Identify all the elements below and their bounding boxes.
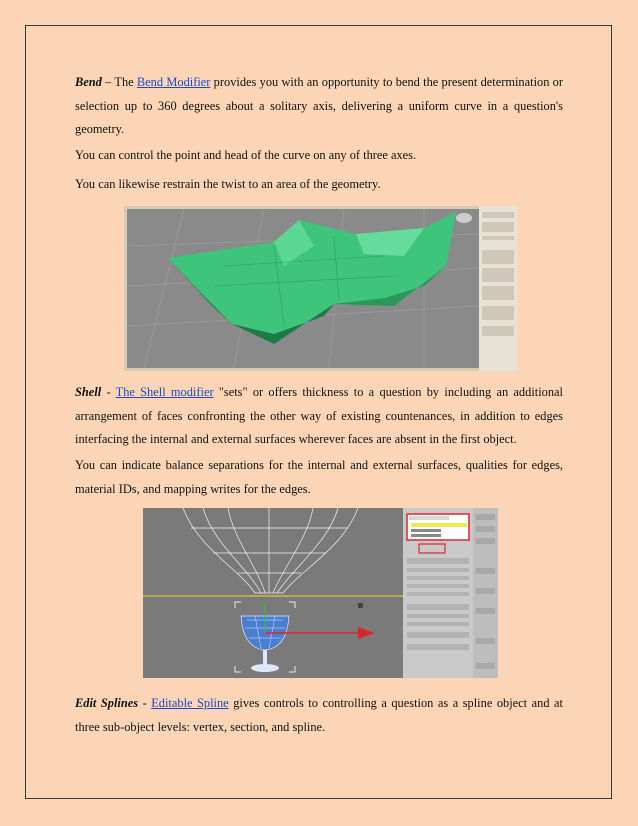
editable-spline-link[interactable]: Editable Spline (151, 696, 229, 710)
edit-splines-paragraph (75, 692, 563, 739)
edit-splines-title: Edit Splines (75, 696, 139, 710)
bend-title: Bend (75, 75, 102, 89)
shell-figure (143, 508, 498, 678)
edit-splines-body: gives controls to controlling a question as a spline object and at three sub-object levels: vertex, section, and spline. (75, 696, 563, 734)
bend-body: provides you with an opportunity to bend the present determination or selection up to 360 degrees about a solitary axis, delivering a uniform curve in a question's geometry. (75, 75, 563, 136)
shell-modifier-link[interactable]: The Shell modifier (115, 385, 214, 399)
bend-modifier-link[interactable]: Bend Modifier (136, 75, 211, 89)
bend-para-3: You can likewise restrain the twist to an area of the geometry. (75, 177, 381, 191)
bend-paragraph (75, 71, 563, 142)
edit-splines-sep: - (138, 696, 152, 710)
shell-para-2: You can indicate balance separations for the internal and external surfaces, qualities for edges, material IDs, and mapping writes for the edges. (75, 458, 563, 496)
bend-para-2: You can control the point and head of the curve on any of three axes. (75, 148, 417, 162)
shell-sep: - (101, 385, 116, 399)
shell-paragraph (75, 381, 563, 452)
shell-body: "sets" or offers thickness to a question by including an additional arrangement of faces confronting the other way of existing countenances, in addition to edges interfacing the internal and external surfaces wherever faces are absent in the first object. (75, 385, 563, 446)
bend-figure (124, 206, 517, 371)
bend-sep: – The (101, 75, 137, 89)
shell-title: Shell (75, 385, 102, 399)
